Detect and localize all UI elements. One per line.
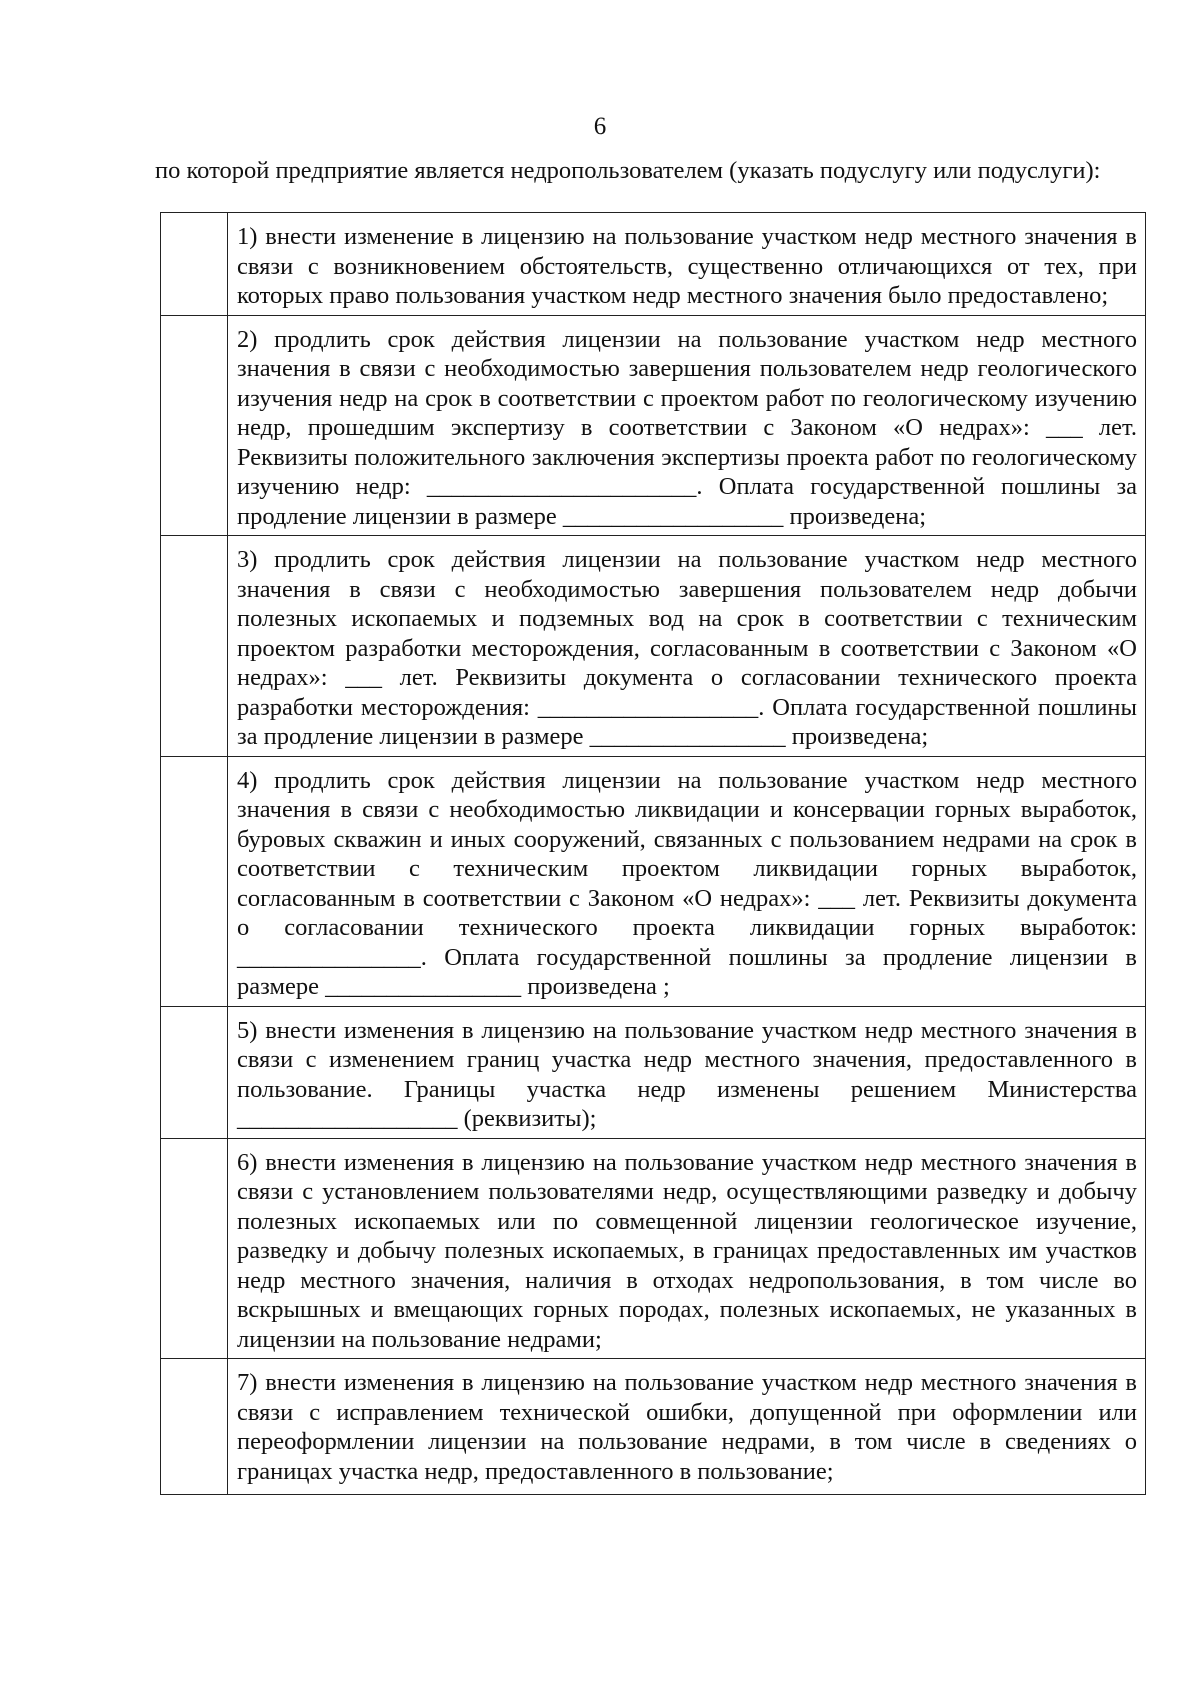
option-1-text: 1) внести изменение в лицензию на пользование участком недр местного значения в связи с возникновением обстоятельств, существенно отличающихся от тех, при которых право пользования участком недр местного значения было предоставлено;	[228, 213, 1146, 316]
option-row	[161, 1006, 1146, 1138]
page-number: 6	[593, 113, 607, 140]
option-2-text: 2) продлить срок действия лицензии на пользование участком недр местного значения в связи с необходимостью завершения пользователем недр геологического изучения недр на срок в соответствии с проектом работ по геологическому изучению недр, прошедшим экспертизу в соответствии с Законом «О недрах»: ___ лет. Реквизиты положительного заключения экспертизы проекта работ по геологическому изучению недр: ______________________. Оплата государственной пошлины за продление лицензии в размере __________________ произведена;	[228, 315, 1146, 536]
option-3-text: 3) продлить срок действия лицензии на пользование участком недр местного значения в связи с необходимостью завершения пользователем недр добычи полезных ископаемых и подземных вод на срок в соответствии с техническим проектом разработки месторождения, согласованным в соответствии с Законом «О недрах»: ___ лет. Реквизиты документа о согласовании технического проекта разработки месторождения: __________________. Оплата государственной пошлины за продление лицензии в размере ________________ произведена;	[228, 536, 1146, 757]
option-row	[161, 1359, 1146, 1495]
option-row	[161, 213, 1146, 316]
option-2-checkbox-cell[interactable]	[161, 315, 228, 536]
option-row	[161, 315, 1146, 536]
option-6-checkbox-cell[interactable]	[161, 1138, 228, 1359]
option-6-text: 6) внести изменения в лицензию на пользование участком недр местного значения в связи с установлением пользователями недр, осуществляющими разведку и добычу полезных ископаемых или по совмещенной лицензии геологическое изучение, разведку и добычу полезных ископаемых, в границах предоставленных им участков недр местного значения, наличия в отходах недропользования, в том числе во вскрышных и вмещающих горных породах, полезных ископаемых, не указанных в лицензии на пользование недрами;	[228, 1138, 1146, 1359]
option-4-text: 4) продлить срок действия лицензии на пользование участком недр местного значения в связи с необходимостью ликвидации и консервации горных выработок, буровых скважин и иных сооружений, связанных с пользованием недрами на срок в соответствии с техническим проектом ликвидации горных выработок, согласованным в соответствии с Законом «О недрах»: ___ лет. Реквизиты документа о согласовании технического проекта ликвидации горных выработок: _______________. Оплата государственной пошлины за продление лицензии в размере ________________ произведена ;	[228, 756, 1146, 1006]
option-row	[161, 1138, 1146, 1359]
option-1-checkbox-cell[interactable]	[161, 213, 228, 316]
option-row	[161, 536, 1146, 757]
options-table	[160, 212, 1146, 1495]
option-row	[161, 756, 1146, 1006]
intro-paragraph: по которой предприятие является недропользователем (указать подуслугу или подуслуги):	[155, 157, 1101, 184]
option-3-checkbox-cell[interactable]	[161, 536, 228, 757]
option-7-text: 7) внести изменения в лицензию на пользование участком недр местного значения в связи с исправлением технической ошибки, допущенной при оформлении или переоформлении лицензии на пользование недрами, в том числе в сведениях о границах участка недр, предоставленного в пользование;	[228, 1359, 1146, 1495]
option-4-checkbox-cell[interactable]	[161, 756, 228, 1006]
option-5-checkbox-cell[interactable]	[161, 1006, 228, 1138]
option-7-checkbox-cell[interactable]	[161, 1359, 228, 1495]
option-5-text: 5) внести изменения в лицензию на пользование участком недр местного значения в связи с изменением границ участка недр местного значения, предоставленного в пользование. Границы участка недр изменены решением Министерства __________________ (реквизиты);	[228, 1006, 1146, 1138]
